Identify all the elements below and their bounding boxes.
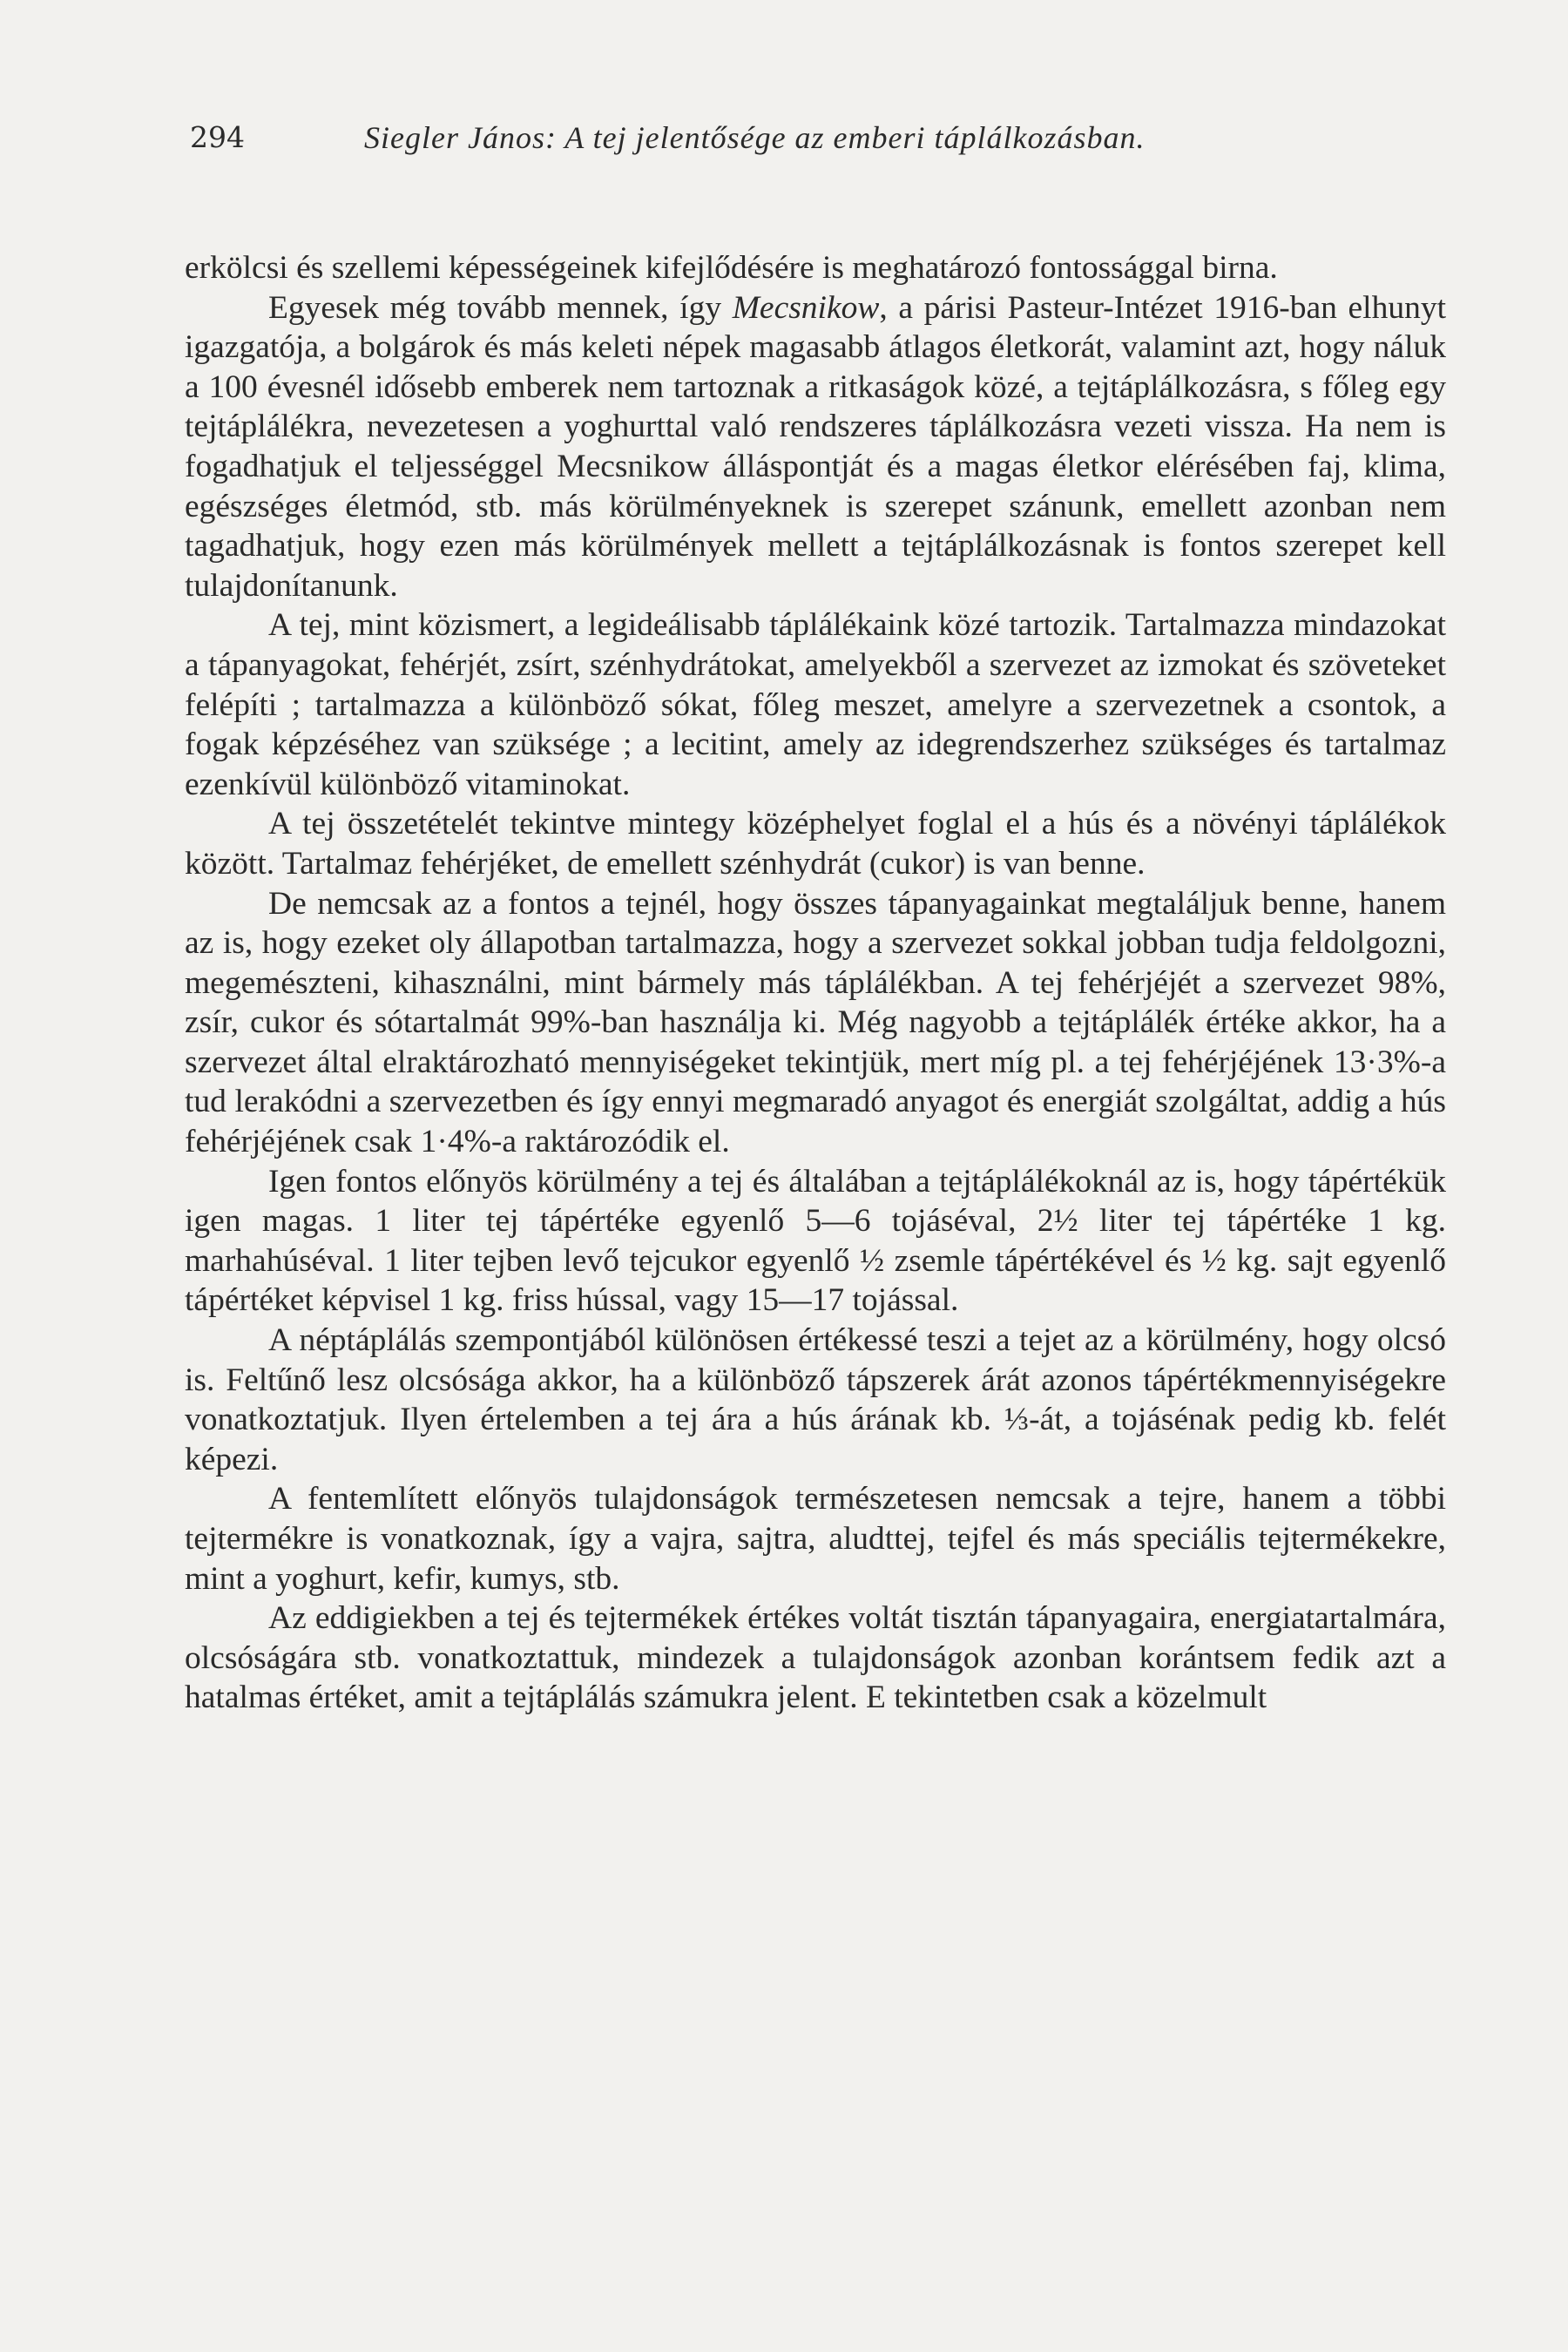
article-body [185,248,1446,1718]
running-title: Siegler János: A tej jelentősége az emberi táplálkozásban. [364,120,1146,155]
paragraph: A fentemlített előnyös tulajdonságok természetesen nemcsak a tejre, hanem a többi tejtermékre is vonatkoznak, így a vajra, sajtra, aludttej, tejfel és más speciális tejtermékekre, mint a yoghurt, kefir, kumys, stb. [185,1481,1446,1597]
person-name: Mecsnikow [732,289,880,326]
paragraph: erkölcsi és szellemi képességeinek kifejlődésére is meghatározó fontossággal birna. [185,250,1278,286]
paragraph: Igen fontos előnyös körülmény a tej és általában a tejtáplálékoknál az is, hogy tápértékük igen magas. 1 liter tej tápértéke egyenlő 5—6 tojáséval, 2½ liter tej tápértéke 1 kg. marhahúséval. 1 liter tejben levő tejcukor egyenlő ½ zsemle tápértékével és ½ kg. sajt egyenlő tápértéket képvisel 1 kg. friss hússal, vagy 15—17 tojással. [185,1163,1446,1319]
paragraph: A tej összetételét tekintve mintegy középhelyet foglal el a hús és a növényi táplálékok között. Tartalmaz fehérjéket, de emellett szénhydrát (cukor) is van benne. [185,806,1446,882]
paragraph: A néptáplálás szempontjából különösen értékessé teszi a tejet az a körülmény, hogy olcsó is. Feltűnő lesz olcsósága akkor, ha a különböző tápszerek árát azonos tápértékmennyiségekre vonatkoztatjuk. Ilyen értelemben a tej ára a hús árának kb. ⅓-át, a tojásénak pedig kb. felét képezi. [185,1322,1446,1477]
page-header [190,116,1281,159]
paragraph: De nemcsak az a fontos a tejnél, hogy összes tápanyagainkat megtaláljuk benne, hanem az is, hogy ezeket oly állapotban tartalmazza, hogy a szervezet sokkal jobban tudja feldolgozni, megemészteni, kihasználni, mint bármely más táplálékban. A tej fehérjéjét a szervezet 98%, zsír, cukor és sótartalmát 99%-ban használja ki. Még nagyobb a tejtáplálék értéke akkor, ha a szervezet által elraktározható mennyiségeket tekintjük, mert míg pl. a tej fehérjéjének 13·3%-a tud lerakódni a szervezetben és így ennyi megmaradó anyagot és energiát szolgáltat, addig a hús fehérjéjének csak 1·4%-a raktározódik el. [185,885,1446,1160]
paragraph: A tej, mint közismert, a legideálisabb táplálékaink közé tartozik. Tartalmazza mindazokat a tápanyagokat, fehérjét, zsírt, szénhydrátokat, amelyekből a szervezet az izmokat és szöveteket felépíti ; tartalmazza a különböző sókat, főleg meszet, amelyre a szervezetnek a csontok, a fogak képzéséhez van szüksége ; a lecitint, amely az idegrendszerhez szükséges és tartalmaz ezenkívül különböző vitaminokat. [185,607,1446,802]
page-number: 294 [190,120,245,154]
paragraph-text: Egyesek még tovább mennek, így [268,289,733,326]
paragraph: Az eddigiekben a tej és tejtermékek értékes voltát tisztán tápanyagaira, energiatartalmára, olcsóságára stb. vonatkoztattuk, mindezek a tulajdonságok azonban korántsem fedik azt a hatalmas értéket, amit a tejtáplálás számukra jelent. E tekintetben csak a közelmult [185,1600,1446,1716]
paragraph [185,288,1446,606]
paragraph-text: , a párisi Pasteur-Intézet 1916-ban elhunyt igazgatója, a bolgárok és más keleti népek magasabb átlagos életkorát, valamint azt, hogy náluk a 100 évesnél idősebb emberek nem tartoznak a ritkaságok közé, a tejtáplálkozásra, s főleg egy tejtáplálékra, nevezetesen a yoghurttal való rendszeres táplálkozásra vezeti vissza. Ha nem is fogadhatjuk el teljességgel Mecsnikow álláspontját és a magas életkor elérésében faj, klima, egészséges életmód, stb. más körülményeknek is szerepet szánunk, emellett azonban nem tagadhatjuk, hogy ezen más körülmények mellett a tejtáplálkozásnak is fontos szerepet kell tulajdonítanunk. [185,289,1446,604]
